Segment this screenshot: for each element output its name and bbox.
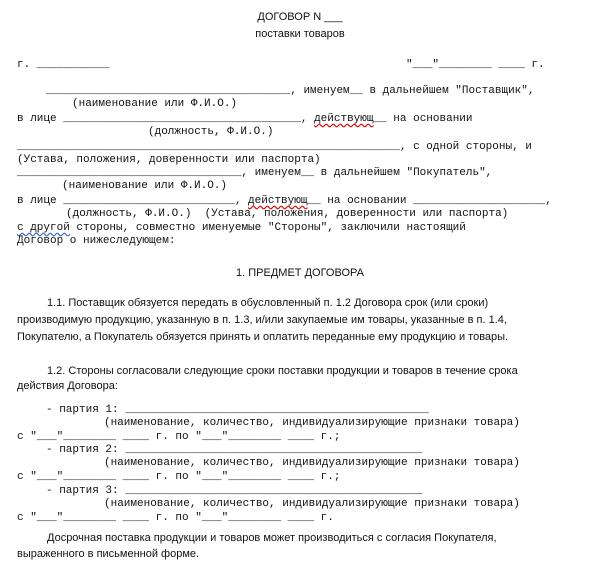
clause-1-1-line-1: 1.1. Поставщик обязуется передать в обусловленный п. 1.2 Договора срок (или сроки) <box>47 297 489 309</box>
batch-2-dates: с "___"________ ____ г. по "___"________ ____ г.; <box>17 471 341 483</box>
document-subtitle: поставки товаров <box>255 28 345 40</box>
batch-1-line: - партия 1: ______________________________________________ <box>46 404 429 416</box>
batch-1-hint: (наименование, количество, индивидуализирующие признаки товара) <box>104 417 520 429</box>
supplier-hint: (наименование или Ф.И.О.) <box>72 98 238 110</box>
batch-3-hint: (наименование, количество, индивидуализирующие признаки товара) <box>104 498 520 510</box>
batch-3-dates: с "___"________ ____ г. по "___"________ ____ г. <box>17 512 334 524</box>
batch-3-line: - партия 3: _____________________________________________ <box>46 485 423 497</box>
spell-mark: действующ <box>248 195 308 207</box>
buyer-rep-hint: (должность, Ф.И.О.) (Устава, положения, доверенности или паспорта) <box>66 208 509 220</box>
supplier-basis-line: __________________________________________________________, с одной стороны, и <box>17 141 532 153</box>
buyer-line: __________________________________, именуем__ в дальнейшем "Покупатель", <box>17 167 493 179</box>
batch-1-dates: с "___"________ ____ г. по "___"________ ____ г.; <box>17 431 341 443</box>
early-delivery-line-1: Досрочная поставка продукции и товаров может производиться с согласия Покупателя, <box>47 532 497 544</box>
early-delivery-line-2: выраженного в письменной форме. <box>17 548 200 560</box>
clause-1-1-line-2: производимую продукцию, указанную в п. 1.3, и/или закупаемые им товары, указанные в п. 1.4, <box>17 314 507 326</box>
batch-2-line: - партия 2: _____________________________________________ <box>46 444 423 456</box>
joint-line: с другой стороны, совместно именуемые "Стороны", заключили настоящий <box>17 222 466 234</box>
grammar-mark: с другой <box>17 222 70 234</box>
supplier-basis-hint: (Устава, положения, доверенности или паспорта) <box>17 154 321 166</box>
joint-line-2: Договор о нижеследующем: <box>17 235 176 247</box>
buyer-hint: (наименование или Ф.И.О.) <box>62 180 228 192</box>
batch-2-hint: (наименование, количество, индивидуализирующие признаки товара) <box>104 457 520 469</box>
date-line: "___"________ ____ г. <box>406 59 545 71</box>
section-heading: 1. ПРЕДМЕТ ДОГОВОРА <box>236 267 364 279</box>
spell-mark: действующ <box>314 113 374 125</box>
document-title: ДОГОВОР N ___ <box>257 11 343 23</box>
buyer-rep-line: в лице __________________________, действующ__ на основании ____________________, <box>17 195 552 207</box>
supplier-rep-hint: (должность, Ф.И.О.) <box>148 126 274 138</box>
clause-1-1-line-3: Покупателю, а Покупатель обязуется принять и оплатить переданные ему продукцию и товары. <box>17 331 509 343</box>
city-line: г. ___________ <box>17 59 110 71</box>
supplier-line: _____________________________________, именуем__ в дальнейшем "Поставщик", <box>46 85 535 97</box>
supplier-rep-line: в лице ____________________________________, действующ__ на основании <box>17 113 473 125</box>
clause-1-2-line-2: действия Договора: <box>17 380 118 392</box>
clause-1-2-line-1: 1.2. Стороны согласовали следующие сроки поставки продукции и товаров в течение срока <box>47 365 518 377</box>
